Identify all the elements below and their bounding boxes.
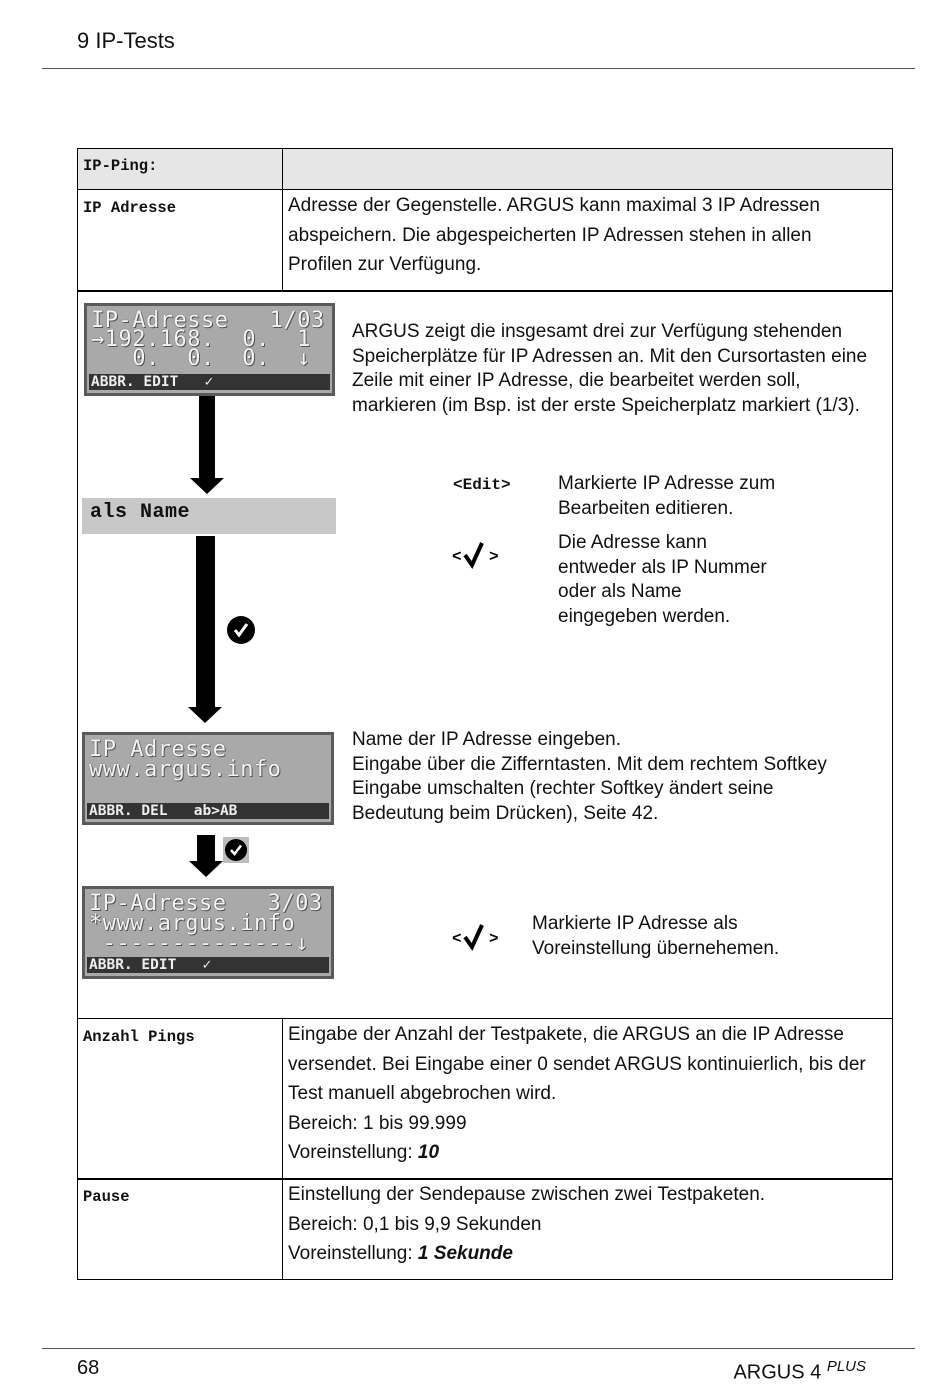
- check-description-2: Markierte IP Adresse als Voreinstellung übernehemen.: [532, 913, 780, 959]
- svg-text:<: <: [452, 548, 462, 566]
- pause-default-value: 1 Sekunde: [417, 1243, 513, 1264]
- flow-arrow: [197, 835, 215, 861]
- check-key-box: [223, 837, 249, 863]
- table-title-label: IP-Ping:: [83, 157, 158, 175]
- chapter-header: 9 IP-Tests: [77, 28, 175, 53]
- pause-description: Einstellung der Sendepause zwischen zwei Testpaketen. Bereich: 0,1 bis 9,9 Sekunden Voreinstellung: 1 Sekunde: [288, 1184, 766, 1264]
- table-header-row: [78, 149, 892, 189]
- check-circle-icon: [225, 839, 247, 861]
- arrow-head-icon: [189, 861, 223, 877]
- flow-arrow: [196, 536, 215, 708]
- svg-text:<: <: [452, 930, 462, 948]
- check-circle-icon: [227, 616, 255, 644]
- softkey-bar: ABBR. DEL ab>AB: [87, 803, 329, 819]
- page-number: 68: [77, 1357, 100, 1379]
- product-name: ARGUS 4 $^{PLUS}$: [733, 1358, 866, 1384]
- anzahl-default-value: 10: [417, 1142, 440, 1163]
- screen1-description: ARGUS zeigt die insgesamt drei zur Verfügung stehenden Speicherplätze für IP Adressen an. Mit den Cursortasten eine Zeile mit einer IP Adresse, die bearbeitet werden soll, markieren (im Bsp. ist der erste Speicherplatz markiert (1/3).: [352, 321, 868, 416]
- svg-text:>: >: [489, 548, 499, 566]
- check-softkey-icon: [452, 922, 504, 952]
- arrow-head-icon: [188, 707, 222, 723]
- svg-text:>: >: [489, 930, 499, 948]
- softkey-bar: ABBR. EDIT ✓: [89, 374, 330, 390]
- screen2-description: Name der IP Adresse eingeben. Eingabe über die Zifferntasten. Mit dem rechtem Softkey Eingabe umschalten (rechter Softkey ändert seine Bedeutung beim Drücken), Seite 42.: [352, 729, 827, 824]
- edit-softkey: <Edit>: [453, 476, 511, 494]
- softkey-bar: ABBR. EDIT ✓: [87, 957, 329, 973]
- check-softkey-icon: [452, 540, 504, 570]
- anzahl-pings-description: Eingabe der Anzahl der Testpakete, die ARGUS an die IP Adresse versendet. Bei Eingabe einer 0 sendet ARGUS kontinuierlich, bis der Test manuell abgebrochen wird. Bereich: 1 bis 99.999 Voreinstellung: 10: [288, 1024, 866, 1163]
- ip-address-description: Adresse der Gegenstelle. ARGUS kann maximal 3 IP Adressen abspeichern. Die abgespeicherten IP Adressen stehen in allen Profilen zur Verfügung.: [288, 195, 820, 275]
- lcd-screen-name-entry: IP Adresse www.argus.info ABBR. DEL ab>AB: [82, 732, 334, 825]
- lcd-screen-ip-list: IP-Adresse 1/03 →192.168. 0. 1 0. 0. 0. ↓ ABBR. EDIT ✓: [84, 303, 335, 396]
- edit-description: Markierte IP Adresse zum Bearbeiten editieren.: [558, 473, 776, 519]
- pause-label: Pause: [83, 1188, 130, 1206]
- header-rule: [42, 68, 915, 69]
- check-description: Die Adresse kann entweder als IP Nummer oder als Name eingegeben werden.: [558, 532, 767, 627]
- footer-rule: [42, 1348, 915, 1349]
- anzahl-pings-label: Anzahl Pings: [83, 1028, 195, 1046]
- ip-address-label: IP Adresse: [83, 199, 177, 217]
- lcd-screen-ip-saved: IP-Adresse 3/03 *www.argus.info --------------↓ ABBR. EDIT ✓: [82, 886, 334, 979]
- flow-arrow: [199, 396, 215, 478]
- name-option-bar: als Name: [82, 498, 336, 534]
- arrow-head-icon: [190, 478, 224, 494]
